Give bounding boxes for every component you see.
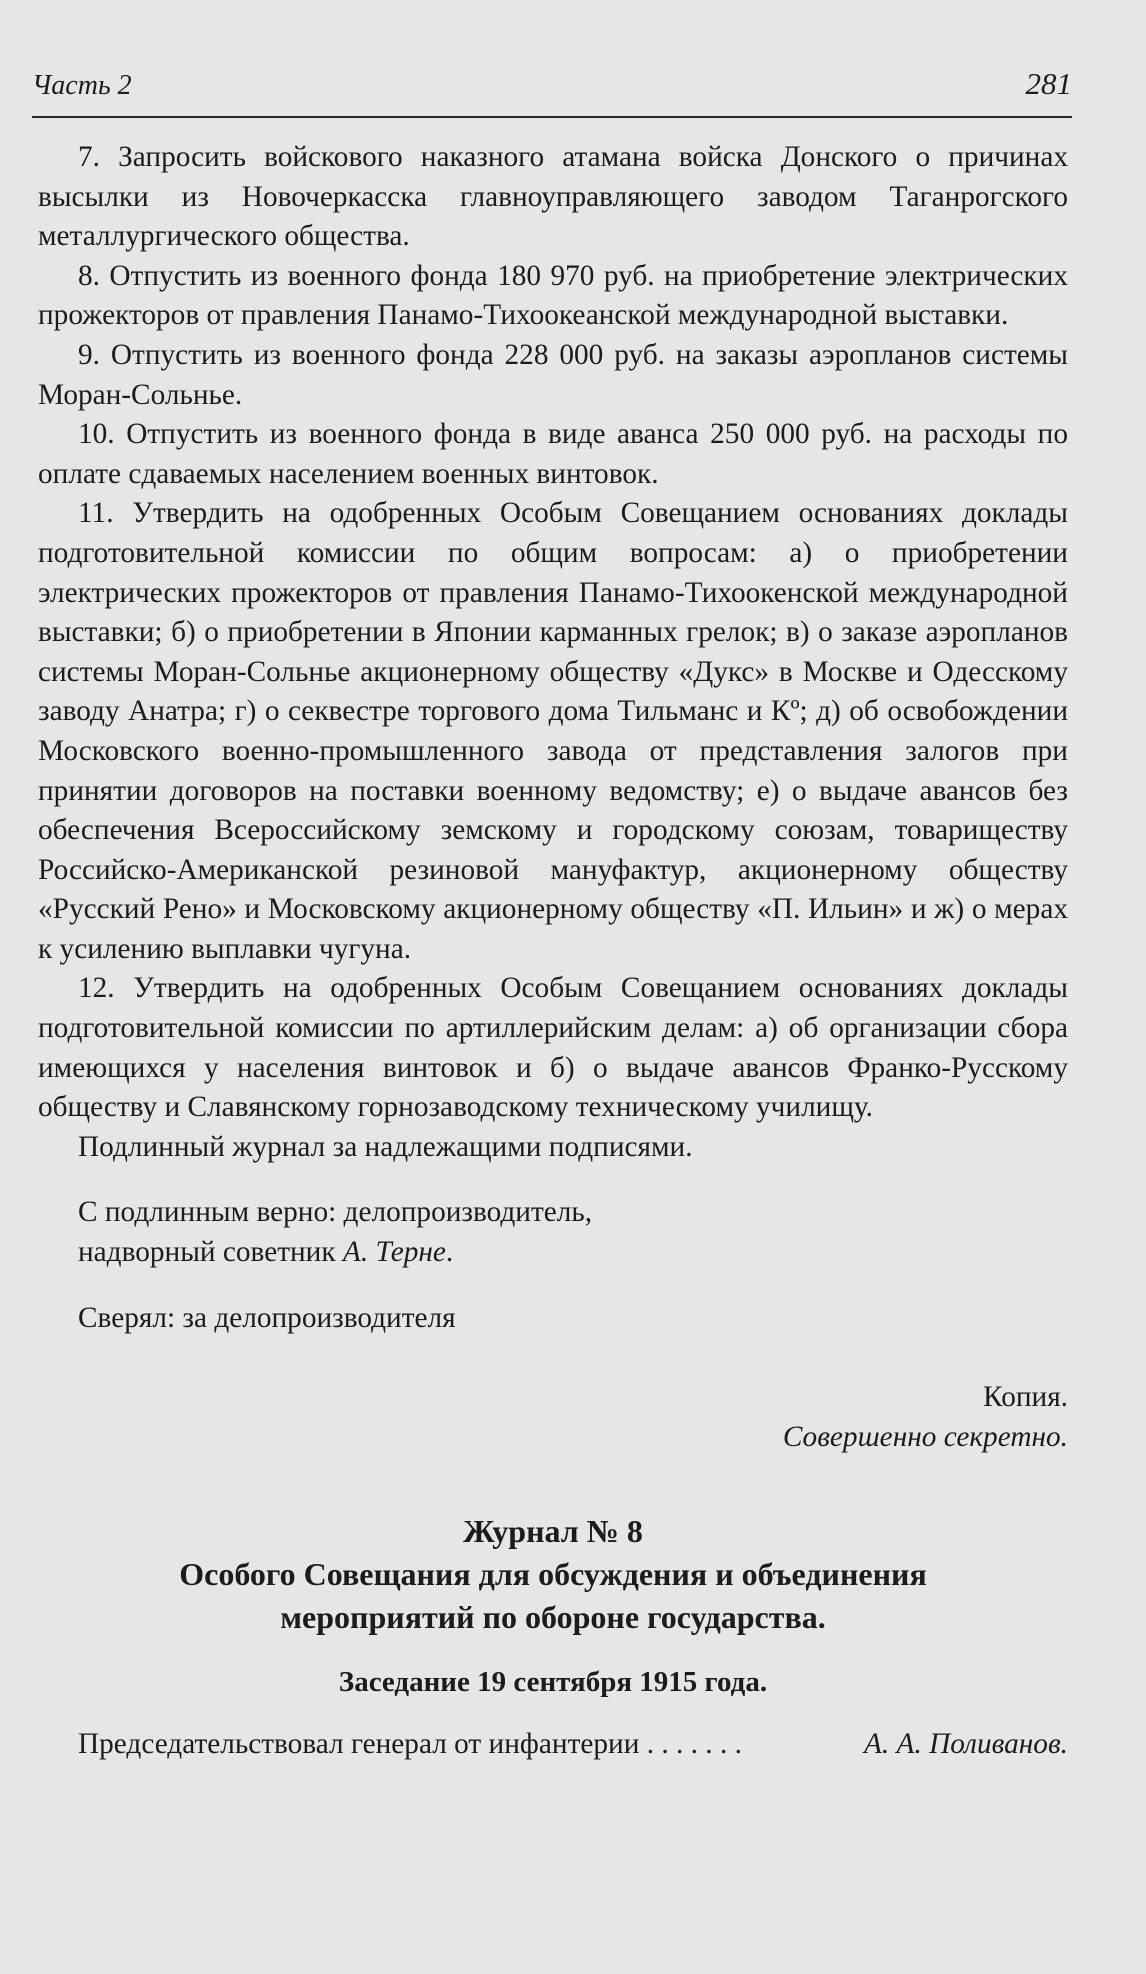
- page-header: [32, 64, 1072, 118]
- attestation-line: С подлинным верно: делопроизводитель,: [78, 1196, 593, 1229]
- journal-number: Журнал № 8: [463, 1513, 643, 1550]
- attestation-signatory: [38, 1233, 1068, 1273]
- journal-title-line-1: Особого Совещания для обсуждения и объединения: [179, 1556, 927, 1593]
- original-journal-note: Подлинный журнал за надлежащими подписями.: [78, 1130, 693, 1163]
- session-date: Заседание 19 сентября 1915 года.: [338, 1666, 768, 1699]
- page-body: [38, 138, 1068, 1765]
- copy-mark: Копия.: [983, 1381, 1068, 1414]
- checked-by-line: Сверял: за делопроизводителя: [78, 1301, 456, 1334]
- chairman-line: [38, 1725, 1068, 1765]
- journal-title-line-2: мероприятий по обороне государства.: [280, 1599, 826, 1636]
- attestation-period: .: [445, 1236, 454, 1269]
- paragraph-item-7: 7. Запросить войскового наказного атамана войска Донского о причинах высылки из Новочеркасска главноуправляющего заводом Таганрогского металлургического общества.: [38, 141, 1068, 253]
- paragraph-item-10: 10. Отпустить из военного фонда в виде аванса 250 000 руб. на расходы по оплате сдаваемых населением военных винтовок.: [38, 418, 1068, 490]
- paragraph-item-9: 9. Отпустить из военного фонда 228 000 руб. на заказы аэропланов системы Моран-Сольнье.: [38, 338, 1068, 411]
- attestation-name: А. Терне: [342, 1236, 446, 1269]
- secret-mark: Совершенно секретно.: [782, 1420, 1068, 1453]
- page-number: 281: [1025, 66, 1072, 101]
- paragraph-item-11: 11. Утвердить на одобренных Особым Совещанием основаниях доклады подготовительной комиссии по общим вопросам: а) о приобретении электрических прожекторов от правления Панамо-Тихоокенской международной выставки; б) о приобретении в Японии карманных грелок; в) о заказе аэропланов системы Моран-Сольнье акционерному обществу «Дукс» в Москве и Одесскому заводу Анатра; г) о секвестре торгового дома Тильманс и Кº; д) об освобождении Московского военно-промышленного завода от представления залогов при принятии договоров на поставки военному ведомству; е) о выдаче авансов без обеспечения Всероссийскому земскому и городскому союзам, товариществу Российско-Американской резиновой мануфактур, акционерному обществу «Русский Рено» и Московскому акционерному обществу «П. Ильин» и ж) о мерах к усилению выплавки чугуна.: [38, 497, 1068, 965]
- chairman-label: Председательствовал генерал от инфантерии . . . . . . .: [78, 1728, 742, 1760]
- attestation-rank: надворный советник: [78, 1236, 343, 1269]
- part-label: Часть 2: [32, 70, 132, 101]
- paragraph-item-12: 12. Утвердить на одобренных Особым Совещанием основаниях доклады подготовительной комиссии по артиллерийским делам: а) об организации сбора имеющихся у населения винтовок и б) о выдаче авансов Франко-Русскому обществу и Славянскому горнозаводскому техническому училищу.: [38, 972, 1068, 1124]
- paragraph-item-8: 8. Отпустить из военного фонда 180 970 руб. на приобретение электрических прожекторов от правления Панамо-Тихоокеанской международной выставки.: [38, 259, 1068, 332]
- chairman-name: А. А. Поливанов.: [864, 1728, 1068, 1760]
